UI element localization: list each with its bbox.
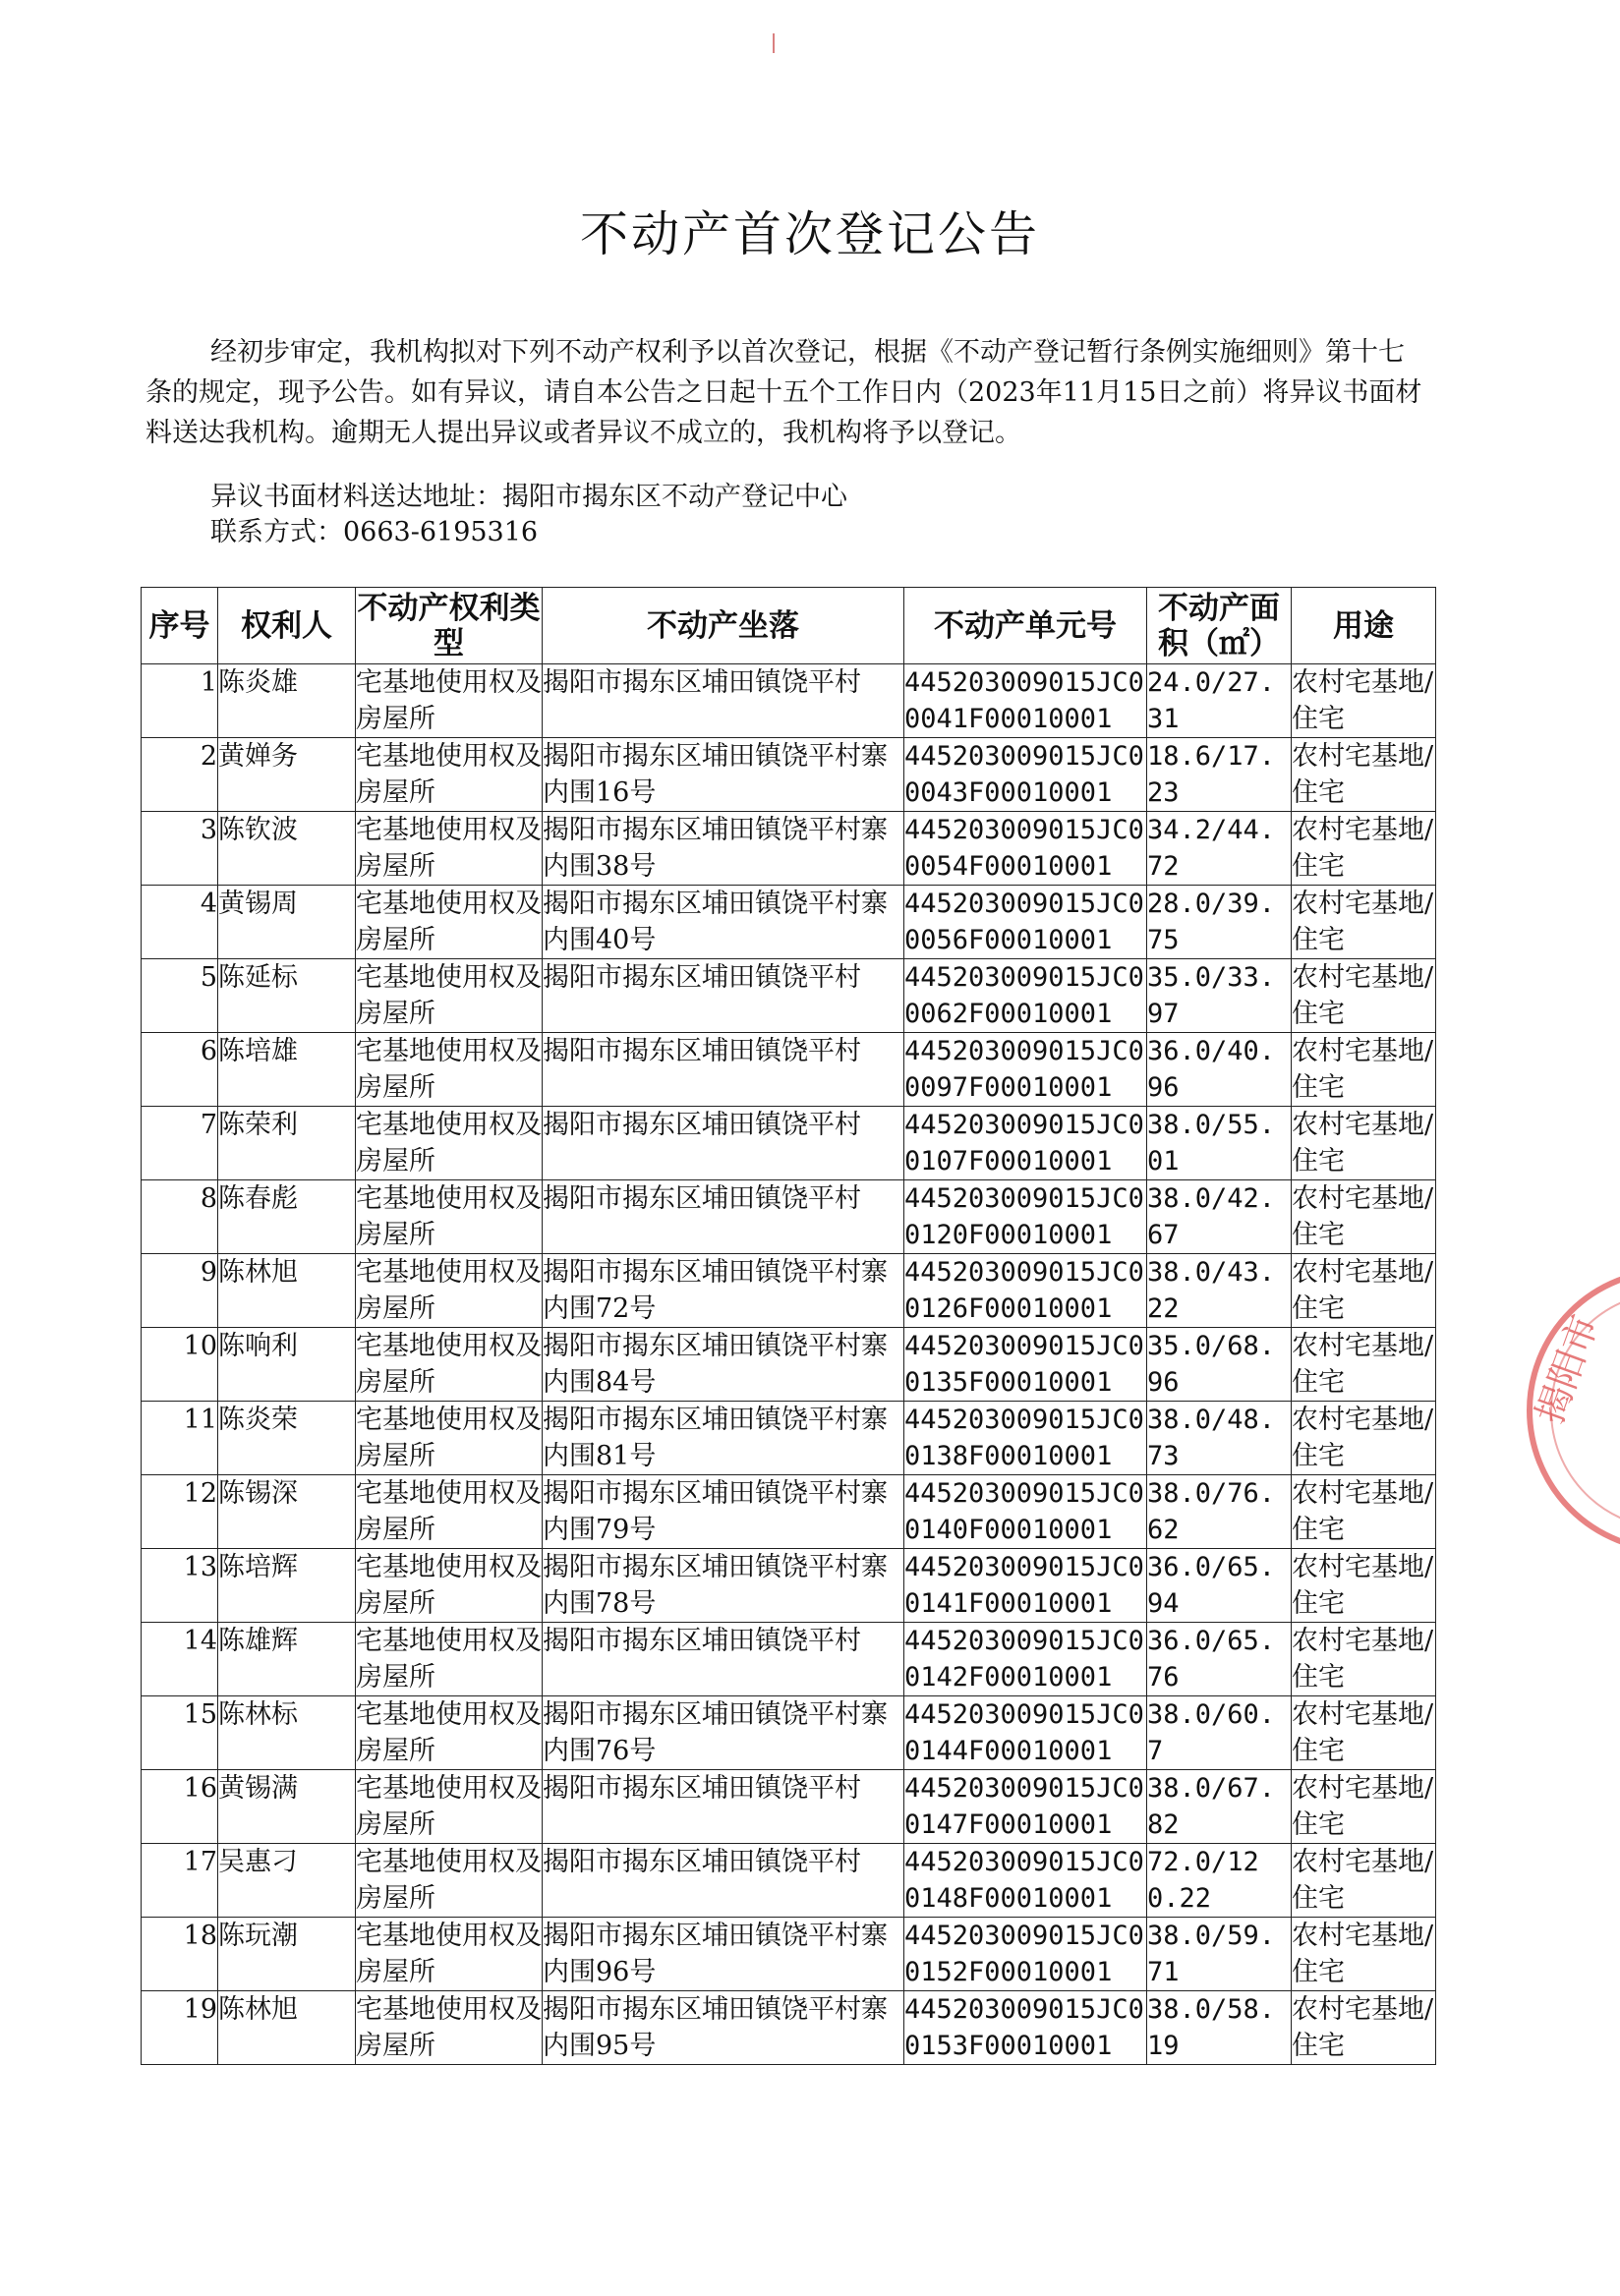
cell-area: 28.0/39.75 <box>1147 886 1292 959</box>
cell-use: 农村宅基地/住宅 <box>1292 1402 1436 1475</box>
cell-area: 36.0/40.96 <box>1147 1033 1292 1107</box>
cell-unit-no: 445203009015JC00107F00010001 <box>904 1107 1147 1180</box>
cell-use: 农村宅基地/住宅 <box>1292 812 1436 886</box>
cell-location: 揭阳市揭东区埔田镇饶平村寨内围16号 <box>543 738 904 812</box>
cell-no: 11 <box>142 1402 218 1475</box>
table-row <box>142 1770 1436 1844</box>
header-unit-no: 不动产单元号 <box>904 588 1147 664</box>
cell-unit-no: 445203009015JC00062F00010001 <box>904 959 1147 1033</box>
cell-use: 农村宅基地/住宅 <box>1292 1623 1436 1696</box>
cell-area: 38.0/48.73 <box>1147 1402 1292 1475</box>
table-row <box>142 1033 1436 1107</box>
table-row <box>142 738 1436 812</box>
cell-no: 2 <box>142 738 218 812</box>
cell-use: 农村宅基地/住宅 <box>1292 1844 1436 1918</box>
cell-holder: 陈荣利 <box>218 1107 356 1180</box>
cell-area: 36.0/65.94 <box>1147 1549 1292 1623</box>
cell-no: 19 <box>142 1991 218 2065</box>
cell-area: 24.0/27.31 <box>1147 664 1292 738</box>
cell-unit-no: 445203009015JC00152F00010001 <box>904 1918 1147 1991</box>
cell-area: 38.0/67.82 <box>1147 1770 1292 1844</box>
cell-holder: 陈玩潮 <box>218 1918 356 1991</box>
cell-location: 揭阳市揭东区埔田镇饶平村 <box>543 664 904 738</box>
cell-use: 农村宅基地/住宅 <box>1292 1918 1436 1991</box>
table-row <box>142 1328 1436 1402</box>
scan-mark <box>773 33 775 53</box>
registration-table <box>141 587 1436 2065</box>
cell-location: 揭阳市揭东区埔田镇饶平村 <box>543 959 904 1033</box>
cell-area: 38.0/60.7 <box>1147 1696 1292 1770</box>
cell-use: 农村宅基地/住宅 <box>1292 1696 1436 1770</box>
cell-unit-no: 445203009015JC00141F00010001 <box>904 1549 1147 1623</box>
cell-right-type: 宅基地使用权及房屋所 <box>356 1475 543 1549</box>
cell-right-type: 宅基地使用权及房屋所 <box>356 1107 543 1180</box>
cell-right-type: 宅基地使用权及房屋所 <box>356 959 543 1033</box>
cell-location: 揭阳市揭东区埔田镇饶平村寨内围40号 <box>543 886 904 959</box>
header-area: 不动产面积（㎡） <box>1147 588 1292 664</box>
cell-no: 3 <box>142 812 218 886</box>
cell-location: 揭阳市揭东区埔田镇饶平村寨内围79号 <box>543 1475 904 1549</box>
table-row <box>142 1254 1436 1328</box>
cell-no: 4 <box>142 886 218 959</box>
cell-area: 38.0/58.19 <box>1147 1991 1292 2065</box>
cell-use: 农村宅基地/住宅 <box>1292 1328 1436 1402</box>
cell-area: 35.0/68.96 <box>1147 1328 1292 1402</box>
table-row <box>142 1696 1436 1770</box>
cell-right-type: 宅基地使用权及房屋所 <box>356 1549 543 1623</box>
cell-unit-no: 445203009015JC00153F00010001 <box>904 1991 1147 2065</box>
cell-location: 揭阳市揭东区埔田镇饶平村 <box>543 1770 904 1844</box>
cell-use: 农村宅基地/住宅 <box>1292 959 1436 1033</box>
cell-right-type: 宅基地使用权及房屋所 <box>356 1918 543 1991</box>
cell-unit-no: 445203009015JC00144F00010001 <box>904 1696 1147 1770</box>
cell-area: 35.0/33.97 <box>1147 959 1292 1033</box>
cell-unit-no: 445203009015JC00120F00010001 <box>904 1180 1147 1254</box>
table-row <box>142 1475 1436 1549</box>
table-row <box>142 1918 1436 1991</box>
cell-holder: 陈延标 <box>218 959 356 1033</box>
cell-area: 34.2/44.72 <box>1147 812 1292 886</box>
table-row <box>142 1402 1436 1475</box>
cell-holder: 陈春彪 <box>218 1180 356 1254</box>
cell-location: 揭阳市揭东区埔田镇饶平村 <box>543 1180 904 1254</box>
cell-location: 揭阳市揭东区埔田镇饶平村寨内围76号 <box>543 1696 904 1770</box>
cell-unit-no: 445203009015JC00148F00010001 <box>904 1844 1147 1918</box>
cell-holder: 陈钦波 <box>218 812 356 886</box>
cell-right-type: 宅基地使用权及房屋所 <box>356 1844 543 1918</box>
table-row <box>142 1623 1436 1696</box>
cell-unit-no: 445203009015JC00147F00010001 <box>904 1770 1147 1844</box>
cell-right-type: 宅基地使用权及房屋所 <box>356 1328 543 1402</box>
table-row <box>142 1844 1436 1918</box>
cell-no: 9 <box>142 1254 218 1328</box>
header-no: 序号 <box>142 588 218 664</box>
cell-unit-no: 445203009015JC00135F00010001 <box>904 1328 1147 1402</box>
official-seal <box>1522 1263 1620 1558</box>
cell-no: 13 <box>142 1549 218 1623</box>
cell-holder: 陈林旭 <box>218 1254 356 1328</box>
cell-area: 36.0/65.76 <box>1147 1623 1292 1696</box>
page-title: 不动产首次登记公告 <box>579 206 1040 262</box>
cell-use: 农村宅基地/住宅 <box>1292 1033 1436 1107</box>
cell-use: 农村宅基地/住宅 <box>1292 886 1436 959</box>
cell-use: 农村宅基地/住宅 <box>1292 1549 1436 1623</box>
cell-holder: 黄锡满 <box>218 1770 356 1844</box>
table-row <box>142 664 1436 738</box>
cell-area: 38.0/43.22 <box>1147 1254 1292 1328</box>
cell-right-type: 宅基地使用权及房屋所 <box>356 1991 543 2065</box>
cell-right-type: 宅基地使用权及房屋所 <box>356 812 543 886</box>
cell-right-type: 宅基地使用权及房屋所 <box>356 738 543 812</box>
cell-unit-no: 445203009015JC00126F00010001 <box>904 1254 1147 1328</box>
cell-no: 15 <box>142 1696 218 1770</box>
cell-no: 1 <box>142 664 218 738</box>
cell-holder: 陈响利 <box>218 1328 356 1402</box>
cell-holder: 陈培辉 <box>218 1549 356 1623</box>
header-location: 不动产坐落 <box>543 588 904 664</box>
cell-no: 12 <box>142 1475 218 1549</box>
cell-location: 揭阳市揭东区埔田镇饶平村寨内围95号 <box>543 1991 904 2065</box>
cell-right-type: 宅基地使用权及房屋所 <box>356 1623 543 1696</box>
table-row <box>142 1549 1436 1623</box>
cell-holder: 陈培雄 <box>218 1033 356 1107</box>
cell-unit-no: 445203009015JC00138F00010001 <box>904 1402 1147 1475</box>
cell-unit-no: 445203009015JC00140F00010001 <box>904 1475 1147 1549</box>
cell-location: 揭阳市揭东区埔田镇饶平村 <box>543 1623 904 1696</box>
cell-location: 揭阳市揭东区埔田镇饶平村寨内围81号 <box>543 1402 904 1475</box>
cell-unit-no: 445203009015JC00043F00010001 <box>904 738 1147 812</box>
cell-holder: 吴惠刁 <box>218 1844 356 1918</box>
cell-area: 38.0/76.62 <box>1147 1475 1292 1549</box>
table-row <box>142 812 1436 886</box>
header-use: 用途 <box>1292 588 1436 664</box>
contact-info: 联系方式：0663-6195316 <box>210 517 539 547</box>
cell-holder: 陈锡深 <box>218 1475 356 1549</box>
cell-location: 揭阳市揭东区埔田镇饶平村寨内围96号 <box>543 1918 904 1991</box>
cell-use: 农村宅基地/住宅 <box>1292 664 1436 738</box>
table-row <box>142 886 1436 959</box>
header-holder: 权利人 <box>218 588 356 664</box>
cell-area: 38.0/55.01 <box>1147 1107 1292 1180</box>
seal-text: 揭阳市 <box>1528 1308 1607 1430</box>
cell-no: 17 <box>142 1844 218 1918</box>
cell-use: 农村宅基地/住宅 <box>1292 1770 1436 1844</box>
cell-area: 72.0/120.22 <box>1147 1844 1292 1918</box>
cell-unit-no: 445203009015JC00054F00010001 <box>904 812 1147 886</box>
cell-unit-no: 445203009015JC00056F00010001 <box>904 886 1147 959</box>
cell-right-type: 宅基地使用权及房屋所 <box>356 1770 543 1844</box>
table-row <box>142 1107 1436 1180</box>
cell-holder: 陈炎荣 <box>218 1402 356 1475</box>
cell-right-type: 宅基地使用权及房屋所 <box>356 1254 543 1328</box>
header-right-type: 不动产权利类型 <box>356 588 543 664</box>
cell-holder: 陈林旭 <box>218 1991 356 2065</box>
cell-location: 揭阳市揭东区埔田镇饶平村寨内围78号 <box>543 1549 904 1623</box>
cell-no: 10 <box>142 1328 218 1402</box>
cell-no: 18 <box>142 1918 218 1991</box>
table-row <box>142 1180 1436 1254</box>
cell-location: 揭阳市揭东区埔田镇饶平村寨内围84号 <box>543 1328 904 1402</box>
cell-use: 农村宅基地/住宅 <box>1292 1254 1436 1328</box>
cell-right-type: 宅基地使用权及房屋所 <box>356 886 543 959</box>
cell-no: 7 <box>142 1107 218 1180</box>
intro-paragraph: 经初步审定，我机构拟对下列不动产权利予以首次登记，根据《不动产登记暂行条例实施细则》第十七条的规定，现予公告。如有异议，请自本公告之日起十五个工作日内（2023年11月15日之前）将异议书面材料送达我机构。逾期无人提出异议或者异议不成立的，我机构将予以登记。 <box>145 337 1422 448</box>
cell-use: 农村宅基地/住宅 <box>1292 1107 1436 1180</box>
cell-no: 14 <box>142 1623 218 1696</box>
cell-area: 18.6/17.23 <box>1147 738 1292 812</box>
table-row <box>142 959 1436 1033</box>
cell-use: 农村宅基地/住宅 <box>1292 1180 1436 1254</box>
cell-use: 农村宅基地/住宅 <box>1292 1991 1436 2065</box>
cell-holder: 陈雄辉 <box>218 1623 356 1696</box>
cell-no: 5 <box>142 959 218 1033</box>
cell-unit-no: 445203009015JC00041F00010001 <box>904 664 1147 738</box>
cell-right-type: 宅基地使用权及房屋所 <box>356 1696 543 1770</box>
cell-unit-no: 445203009015JC00097F00010001 <box>904 1033 1147 1107</box>
objection-address: 异议书面材料送达地址：揭阳市揭东区不动产登记中心 <box>210 482 847 512</box>
cell-use: 农村宅基地/住宅 <box>1292 1475 1436 1549</box>
cell-holder: 黄婵务 <box>218 738 356 812</box>
cell-holder: 黄锡周 <box>218 886 356 959</box>
cell-location: 揭阳市揭东区埔田镇饶平村寨内围38号 <box>543 812 904 886</box>
cell-right-type: 宅基地使用权及房屋所 <box>356 664 543 738</box>
cell-location: 揭阳市揭东区埔田镇饶平村 <box>543 1107 904 1180</box>
cell-location: 揭阳市揭东区埔田镇饶平村寨内围72号 <box>543 1254 904 1328</box>
cell-location: 揭阳市揭东区埔田镇饶平村 <box>543 1844 904 1918</box>
cell-use: 农村宅基地/住宅 <box>1292 738 1436 812</box>
cell-holder: 陈炎雄 <box>218 664 356 738</box>
cell-unit-no: 445203009015JC00142F00010001 <box>904 1623 1147 1696</box>
cell-right-type: 宅基地使用权及房屋所 <box>356 1033 543 1107</box>
cell-no: 8 <box>142 1180 218 1254</box>
cell-no: 16 <box>142 1770 218 1844</box>
cell-holder: 陈林标 <box>218 1696 356 1770</box>
cell-area: 38.0/42.67 <box>1147 1180 1292 1254</box>
table-row <box>142 1991 1436 2065</box>
cell-right-type: 宅基地使用权及房屋所 <box>356 1180 543 1254</box>
table-header-row <box>142 588 1436 664</box>
cell-location: 揭阳市揭东区埔田镇饶平村 <box>543 1033 904 1107</box>
cell-area: 38.0/59.71 <box>1147 1918 1292 1991</box>
cell-no: 6 <box>142 1033 218 1107</box>
cell-right-type: 宅基地使用权及房屋所 <box>356 1402 543 1475</box>
